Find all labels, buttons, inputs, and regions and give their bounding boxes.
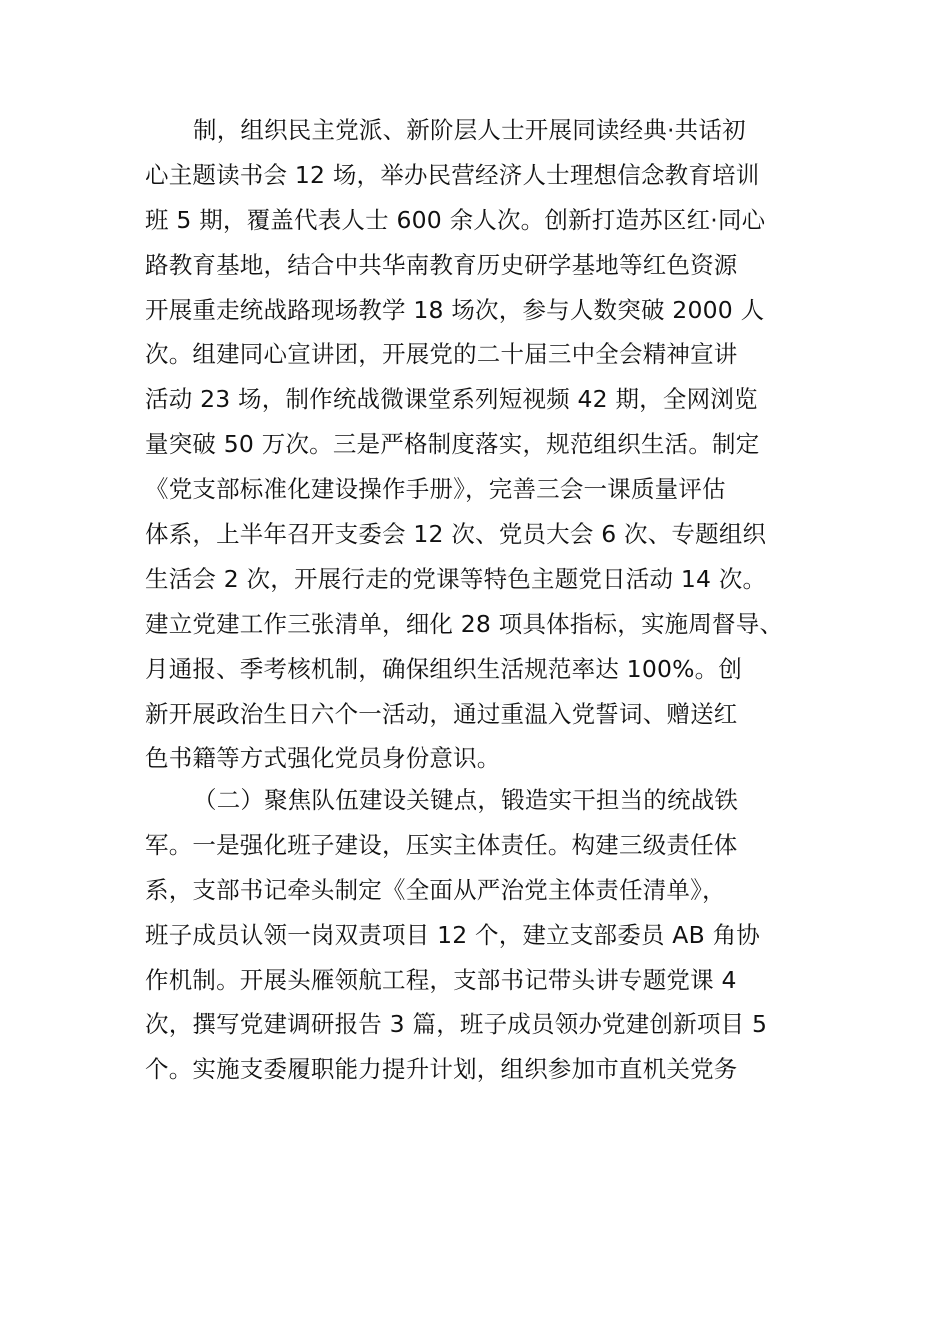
- paragraph-team-building: [145, 778, 825, 1092]
- text-line: 班子成员认领一岗双责项目 12 个，建立支部委员 AB 角协: [145, 920, 760, 949]
- text-line: 月通报、季考核机制，确保组织生活规范率达 100%。创: [145, 654, 743, 683]
- text-line: 开展重走统战路现场教学 18 场次，参与人数突破 2000 人: [145, 295, 765, 324]
- text-line: 生活会 2 次，开展行走的党课等特色主题党日活动 14 次。: [145, 564, 767, 593]
- text-line: 路教育基地，结合中共华南教育历史研学基地等红色资源: [145, 250, 738, 279]
- text-line: 次，撰写党建调研报告 3 篇，班子成员领办党建创新项目 5: [145, 1010, 768, 1039]
- text-line: 心主题读书会 12 场，举办民营经济人士理想信念教育培训: [145, 160, 760, 189]
- text-line: 个。实施支委履职能力提升计划，组织参加市直机关党务: [145, 1055, 738, 1084]
- text-line: 作机制。开展头雁领航工程，支部书记带头讲专题党课 4: [145, 965, 737, 994]
- text-line: 系，支部书记牵头制定《全面从严治党主体责任清单》，: [145, 875, 726, 904]
- text-line: 体系，上半年召开支委会 12 次、党员大会 6 次、专题组织: [145, 520, 767, 549]
- text-line: 色书籍等方式强化党员身份意识。: [145, 744, 501, 773]
- text-line: 量突破 50 万次。三是严格制度落实，规范组织生活。制定: [145, 430, 760, 459]
- text-line: 活动 23 场，制作统战微课堂系列短视频 42 期，全网浏览: [145, 385, 758, 414]
- text-line: 《党支部标准化建设操作手册》，完善三会一课质量评估: [145, 475, 726, 504]
- text-line: 班 5 期，覆盖代表人士 600 余人次。创新打造苏区红·同心: [145, 205, 766, 234]
- text-line: 制，组织民主党派、新阶层人士开展同读经典·共话初: [193, 116, 746, 144]
- text-line: 军。一是强化班子建设，压实主体责任。构建三级责任体: [145, 830, 738, 859]
- text-line: 次。组建同心宣讲团，开展党的二十届三中全会精神宣讲: [145, 340, 738, 369]
- text-line: 新开展政治生日六个一活动，通过重温入党誓词、赠送红: [145, 699, 738, 728]
- text-line: 建立党建工作三张清单，细化 28 项具体指标，实施周督导、: [145, 609, 784, 638]
- section-heading-line: （二）聚焦队伍建设关键点，锻造实干担当的统战铁: [193, 786, 739, 814]
- paragraph-party-building-activities: [145, 108, 825, 781]
